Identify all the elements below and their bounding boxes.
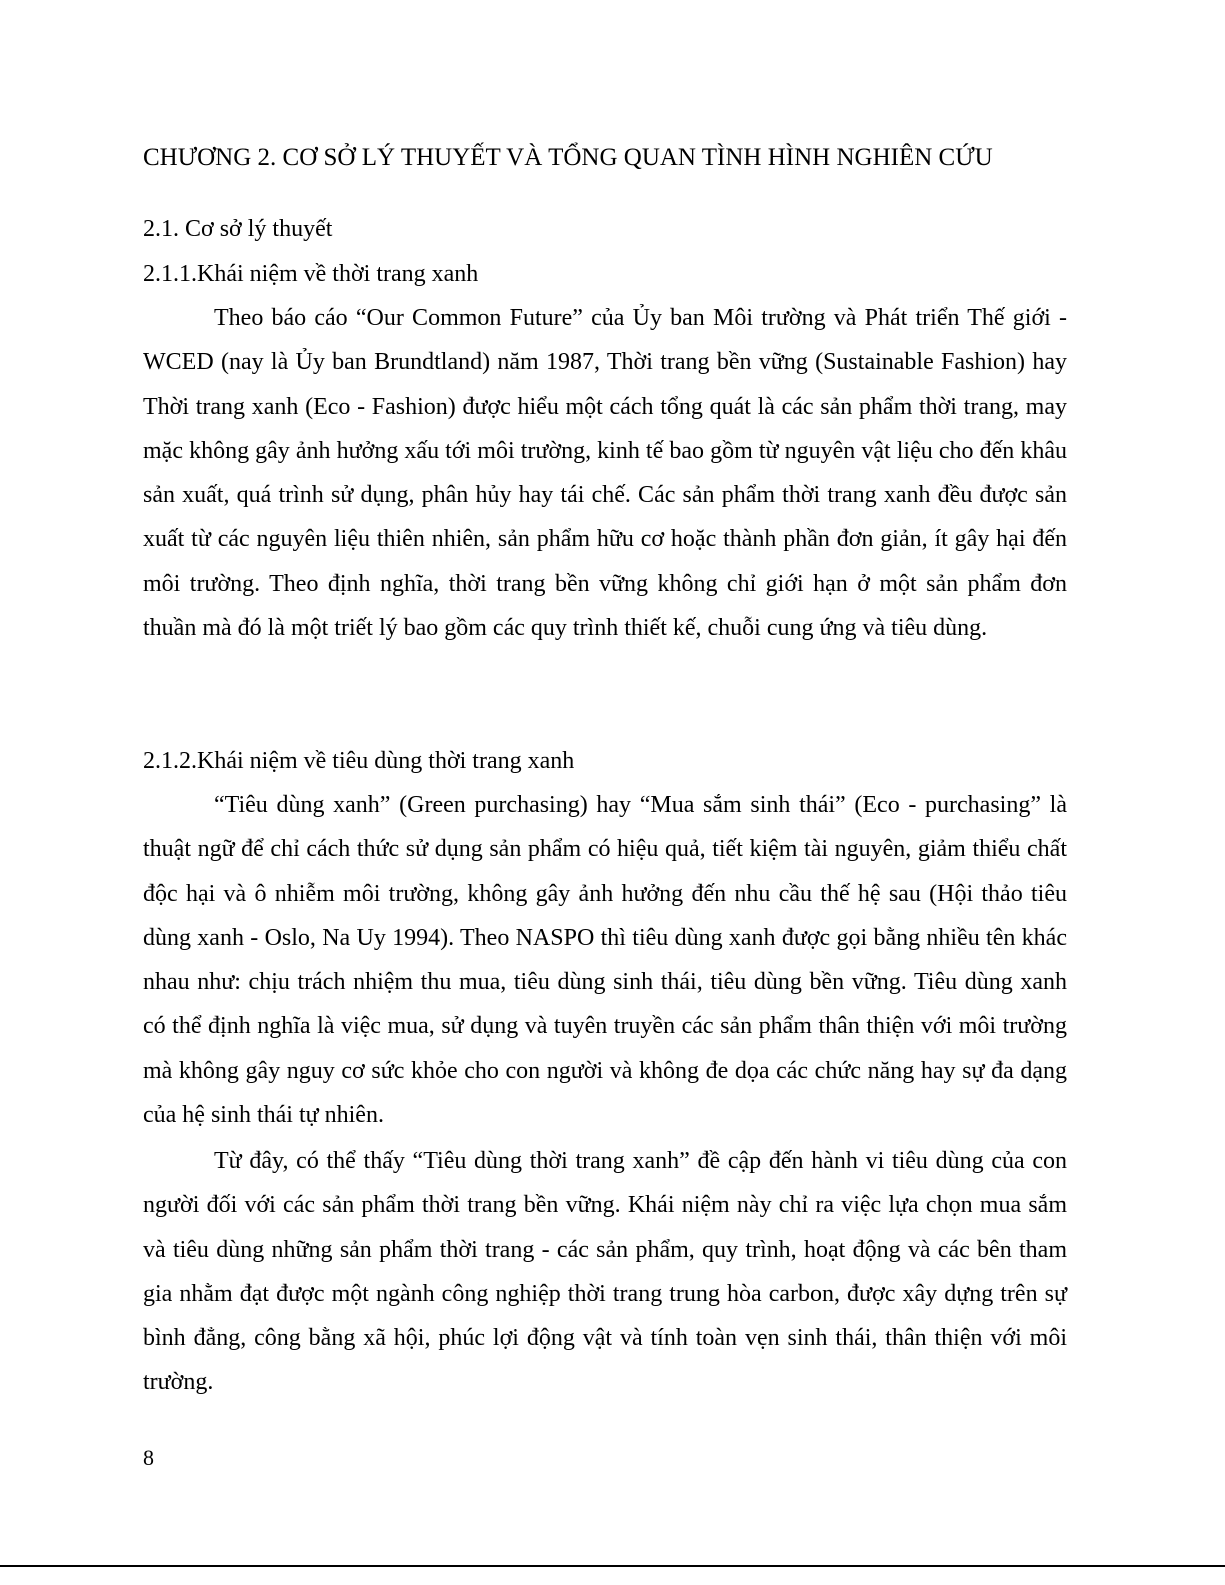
page-bottom-divider	[0, 1565, 1225, 1567]
section-heading-2-1-2: 2.1.2.Khái niệm về tiêu dùng thời trang xanh	[143, 748, 575, 774]
paragraph-green-fashion-definition: Theo báo cáo “Our Common Future” của Ủy ban Môi trường và Phát triển Thế giới - WCED (nay là Ủy ban Brundtland) năm 1987, Thời trang bền vững (Sustainable Fashion) hay Thời trang xanh (Eco - Fashion) được hiểu một cách tổng quát là các sản phẩm thời trang, may mặc không gây ảnh hưởng xấu tới môi trường, kinh tế bao gồm từ nguyên vật liệu cho đến khâu sản xuất, quá trình sử dụng, phân hủy hay tái chế. Các sản phẩm thời trang xanh đều được sản xuất từ các nguyên liệu thiên nhiên, sản phẩm hữu cơ hoặc thành phần đơn giản, ít gây hại đến môi trường. Theo định nghĩa, thời trang bền vững không chỉ giới hạn ở một sản phẩm đơn thuần mà đó là một triết lý bao gồm các quy trình thiết kế, chuỗi cung ứng và tiêu dùng.	[143, 305, 1067, 642]
paragraph-green-purchasing-definition: “Tiêu dùng xanh” (Green purchasing) hay “Mua sắm sinh thái” (Eco - purchasing” là thuật ngữ để chỉ cách thức sử dụng sản phẩm có hiệu quả, tiết kiệm tài nguyên, giảm thiểu chất độc hại và ô nhiễm môi trường, không gây ảnh hưởng đến nhu cầu thế hệ sau (Hội thảo tiêu dùng xanh - Oslo, Na Uy 1994). Theo NASPO thì tiêu dùng xanh được gọi bằng nhiều tên khác nhau như: chịu trách nhiệm thu mua, tiêu dùng sinh thái, tiêu dùng bền vững. Tiêu dùng xanh có thể định nghĩa là việc mua, sử dụng và tuyên truyền các sản phẩm thân thiện với môi trường mà không gây nguy cơ sức khỏe cho con người và không đe dọa các chức năng hay sự đa dạng của hệ sinh thái tự nhiên.	[143, 792, 1067, 1129]
section-heading-2-1: 2.1. Cơ sở lý thuyết	[143, 216, 333, 242]
page-number: 8	[143, 1445, 154, 1470]
paragraph-green-fashion-consumption: Từ đây, có thể thấy “Tiêu dùng thời trang xanh” đề cập đến hành vi tiêu dùng của con người đối với các sản phẩm thời trang bền vững. Khái niệm này chỉ ra việc lựa chọn mua sắm và tiêu dùng những sản phẩm thời trang - các sản phẩm, quy trình, hoạt động và các bên tham gia nhằm đạt được một ngành công nghiệp thời trang trung hòa carbon, được xây dựng trên sự bình đẳng, công bằng xã hội, phúc lợi động vật và tính toàn vẹn sinh thái, thân thiện với môi trường.	[143, 1148, 1067, 1396]
chapter-title: CHƯƠNG 2. CƠ SỞ LÝ THUYẾT VÀ TỔNG QUAN TÌNH HÌNH NGHIÊN CỨU	[143, 144, 993, 171]
section-heading-2-1-1: 2.1.1.Khái niệm về thời trang xanh	[143, 261, 479, 287]
